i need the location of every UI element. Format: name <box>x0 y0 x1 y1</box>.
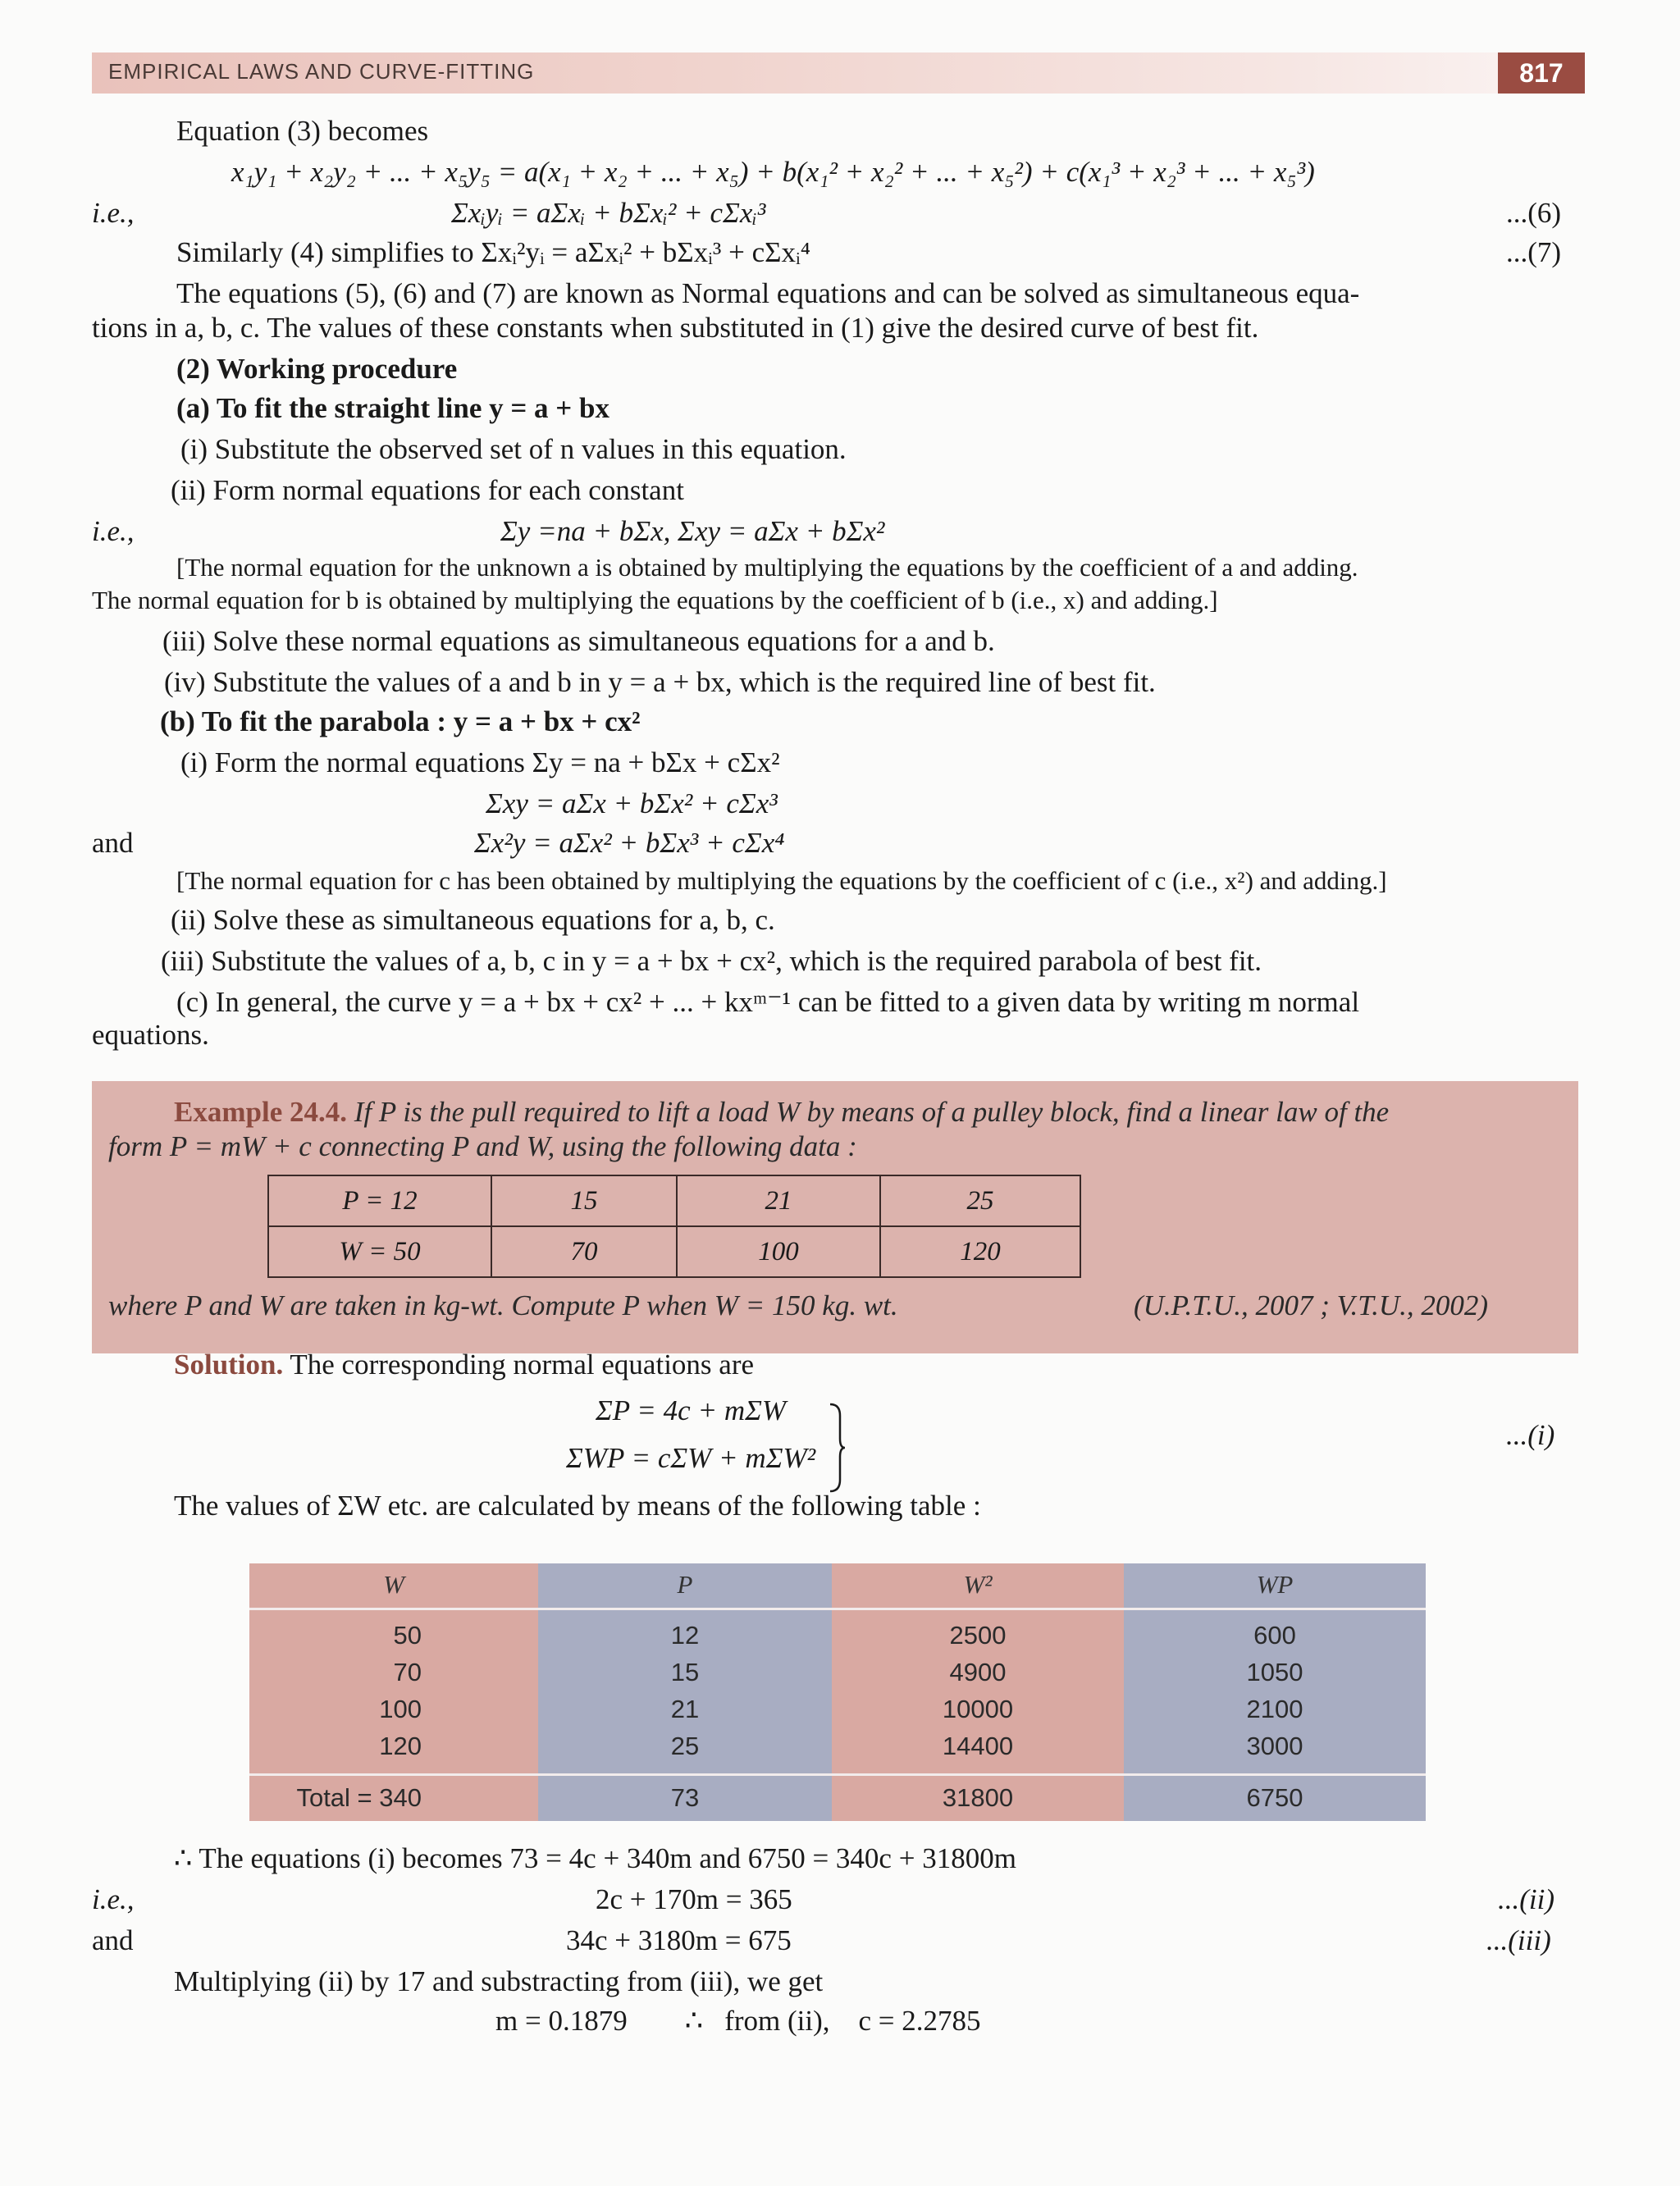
equation-ii: 2c + 170m = 365 <box>596 1883 792 1915</box>
result-line: m = 0.1879 ∴ from (ii), c = 2.2785 <box>495 2005 981 2037</box>
normal-equation: ΣP = 4c + mΣW <box>596 1394 787 1426</box>
step-item: (i) Substitute the observed set of n values in this equation. <box>180 433 847 465</box>
normal-equation: ΣWP = cΣW + mΣW² <box>566 1442 816 1474</box>
table-cell: 14400 <box>942 1732 1014 1760</box>
text-line: (c) In general, the curve y = a + bx + cx² + ... + kxᵐ⁻¹ can be fitted to a given data by writing m normal <box>176 986 1360 1018</box>
normal-equation: Σx²y = aΣx² + bΣx³ + cΣx⁴ <box>474 827 785 859</box>
note-text: [The normal equation for c has been obtained by multiplying the equations by the coefficient of c (i.e., x²) and adding.] <box>176 866 1387 895</box>
normal-equations-line: Σy =na + bΣx, Σxy = aΣx + bΣx² <box>500 515 885 547</box>
table-row <box>268 1175 1080 1226</box>
table-cell: 70 <box>393 1658 422 1686</box>
ie-label: i.e., <box>92 197 135 229</box>
table-divider <box>249 1608 1426 1610</box>
step-item: (ii) Solve these as simultaneous equations for a, b, c. <box>171 904 775 936</box>
step-item: (iii) Substitute the values of a, b, c in y = a + bx + cx², which is the required parabola of best fit. <box>161 945 1262 977</box>
table-cell: W = 50 <box>268 1226 491 1277</box>
equation-6: Σxᵢyᵢ = aΣxᵢ + bΣxᵢ² + cΣxᵢ³ <box>451 197 766 229</box>
example-statement: If P is the pull required to lift a load W by means of a pulley block, find a linear law of the <box>354 1096 1390 1128</box>
step-item: (iv) Substitute the values of a and b in y = a + bx, which is the required line of best fit. <box>164 666 1156 698</box>
table-cell: 70 <box>491 1226 677 1277</box>
table-cell: 25 <box>670 1732 700 1760</box>
chapter-title: EMPIRICAL LAWS AND CURVE-FITTING <box>108 59 535 84</box>
table-row <box>268 1226 1080 1277</box>
running-header <box>92 52 1585 94</box>
note-text: [The normal equation for the unknown a is obtained by multiplying the equations by the coefficient of a and adding. <box>176 553 1358 582</box>
solution-line <box>174 1347 754 1383</box>
table-cell: 1050 <box>1246 1658 1303 1686</box>
table-divider <box>249 1773 1426 1776</box>
table-cell: 2100 <box>1246 1695 1303 1723</box>
table-cell: 120 <box>880 1226 1080 1277</box>
subsection-heading: (a) To fit the straight line y = a + bx <box>176 392 609 424</box>
table-column-w <box>249 1563 538 1821</box>
table-cell: 10000 <box>942 1695 1014 1723</box>
table-cell: 50 <box>393 1621 422 1650</box>
table-total-cell: 73 <box>670 1783 700 1812</box>
solution-label: Solution. <box>174 1349 284 1381</box>
example-text <box>174 1094 1389 1130</box>
and-label: and <box>92 827 134 859</box>
text-line: Multiplying (ii) by 17 and substracting from (iii), we get <box>174 1965 824 1997</box>
table-column-wp <box>1124 1563 1426 1821</box>
equation-line: x₁y₁ + x₂y₂ + ... + x₅y₅ = a(x₁ + x₂ + ... + x₅) + b(x₁² + x₂² + ... + x₅²) + c(x₁³ + x₂³ + ... + x₅³) <box>231 156 1315 188</box>
right-brace-icon <box>829 1403 847 1493</box>
table-cell: 2500 <box>949 1621 1007 1650</box>
solution-text: The corresponding normal equations are <box>290 1349 755 1381</box>
example-data-table <box>267 1175 1081 1278</box>
table-total-cell: 31800 <box>942 1783 1014 1812</box>
column-header: P <box>677 1570 693 1599</box>
table-cell: 600 <box>1253 1621 1296 1650</box>
table-cell: 15 <box>491 1175 677 1226</box>
table-cell: 15 <box>670 1658 700 1686</box>
table-cell: 120 <box>379 1732 422 1760</box>
equation-number: ...(ii) <box>1498 1883 1555 1915</box>
text-line: ∴ The equations (i) becomes 73 = 4c + 340m and 6750 = 340c + 31800m <box>174 1842 1016 1874</box>
step-item: (i) Form the normal equations Σy = na + bΣx + cΣx² <box>180 746 780 778</box>
equation-number: ...(i) <box>1506 1419 1555 1451</box>
text-line: The equations (5), (6) and (7) are known as Normal equations and can be solved as simultaneous equa- <box>176 277 1360 309</box>
table-cell: 100 <box>677 1226 880 1277</box>
table-total-cell: 6750 <box>1246 1783 1303 1812</box>
table-cell: 25 <box>880 1175 1080 1226</box>
example-statement-cont: form P = mW + c connecting P and W, using the following data : <box>108 1130 857 1162</box>
table-cell: P = 12 <box>268 1175 491 1226</box>
table-cell: 12 <box>670 1621 700 1650</box>
text-line: Equation (3) becomes <box>176 115 429 147</box>
table-total-cell: Total = 340 <box>296 1783 422 1812</box>
table-cell: 100 <box>379 1695 422 1723</box>
example-title: Example 24.4. <box>174 1096 347 1128</box>
table-cell: 21 <box>677 1175 880 1226</box>
table-column-p <box>538 1563 832 1821</box>
equation-number: ...(7) <box>1506 236 1562 268</box>
section-heading: (2) Working procedure <box>176 353 458 385</box>
equation-number: ...(6) <box>1506 197 1562 229</box>
column-header: W² <box>963 1570 993 1599</box>
step-item: (ii) Form normal equations for each constant <box>171 474 684 506</box>
column-header: W <box>383 1570 404 1599</box>
example-reference: (U.P.T.U., 2007 ; V.T.U., 2002) <box>1134 1289 1489 1321</box>
note-text: The normal equation for b is obtained by multiplying the equations by the coefficient of b (i.e., x) and adding.] <box>92 586 1218 614</box>
and-label: and <box>92 1924 134 1956</box>
normal-equation: Σxy = aΣx + bΣx² + cΣx³ <box>486 787 778 819</box>
calculation-table <box>249 1563 1426 1821</box>
table-cell: 3000 <box>1246 1732 1303 1760</box>
subsection-heading: (b) To fit the parabola : y = a + bx + cx² <box>160 705 641 737</box>
page-number: 817 <box>1498 52 1585 94</box>
text-line: Similarly (4) simplifies to Σxᵢ²yᵢ = aΣxᵢ² + bΣxᵢ³ + cΣxᵢ⁴ <box>176 236 810 268</box>
table-cell: 21 <box>670 1695 700 1723</box>
step-item: (iii) Solve these normal equations as simultaneous equations for a and b. <box>162 625 995 657</box>
text-line: tions in a, b, c. The values of these constants when substituted in (1) give the desired curve of best fit. <box>92 312 1259 344</box>
equation-number: ...(iii) <box>1486 1924 1551 1956</box>
example-footnote: where P and W are taken in kg-wt. Compute P when W = 150 kg. wt. <box>108 1289 898 1321</box>
text-line: The values of ΣW etc. are calculated by means of the following table : <box>174 1490 981 1522</box>
text-line: equations. <box>92 1019 209 1051</box>
ie-label: i.e., <box>92 515 135 547</box>
ie-label: i.e., <box>92 1883 135 1915</box>
table-cell: 4900 <box>949 1658 1007 1686</box>
column-header: WP <box>1256 1570 1294 1599</box>
equation-iii: 34c + 3180m = 675 <box>566 1924 792 1956</box>
table-column-w-squared <box>832 1563 1124 1821</box>
